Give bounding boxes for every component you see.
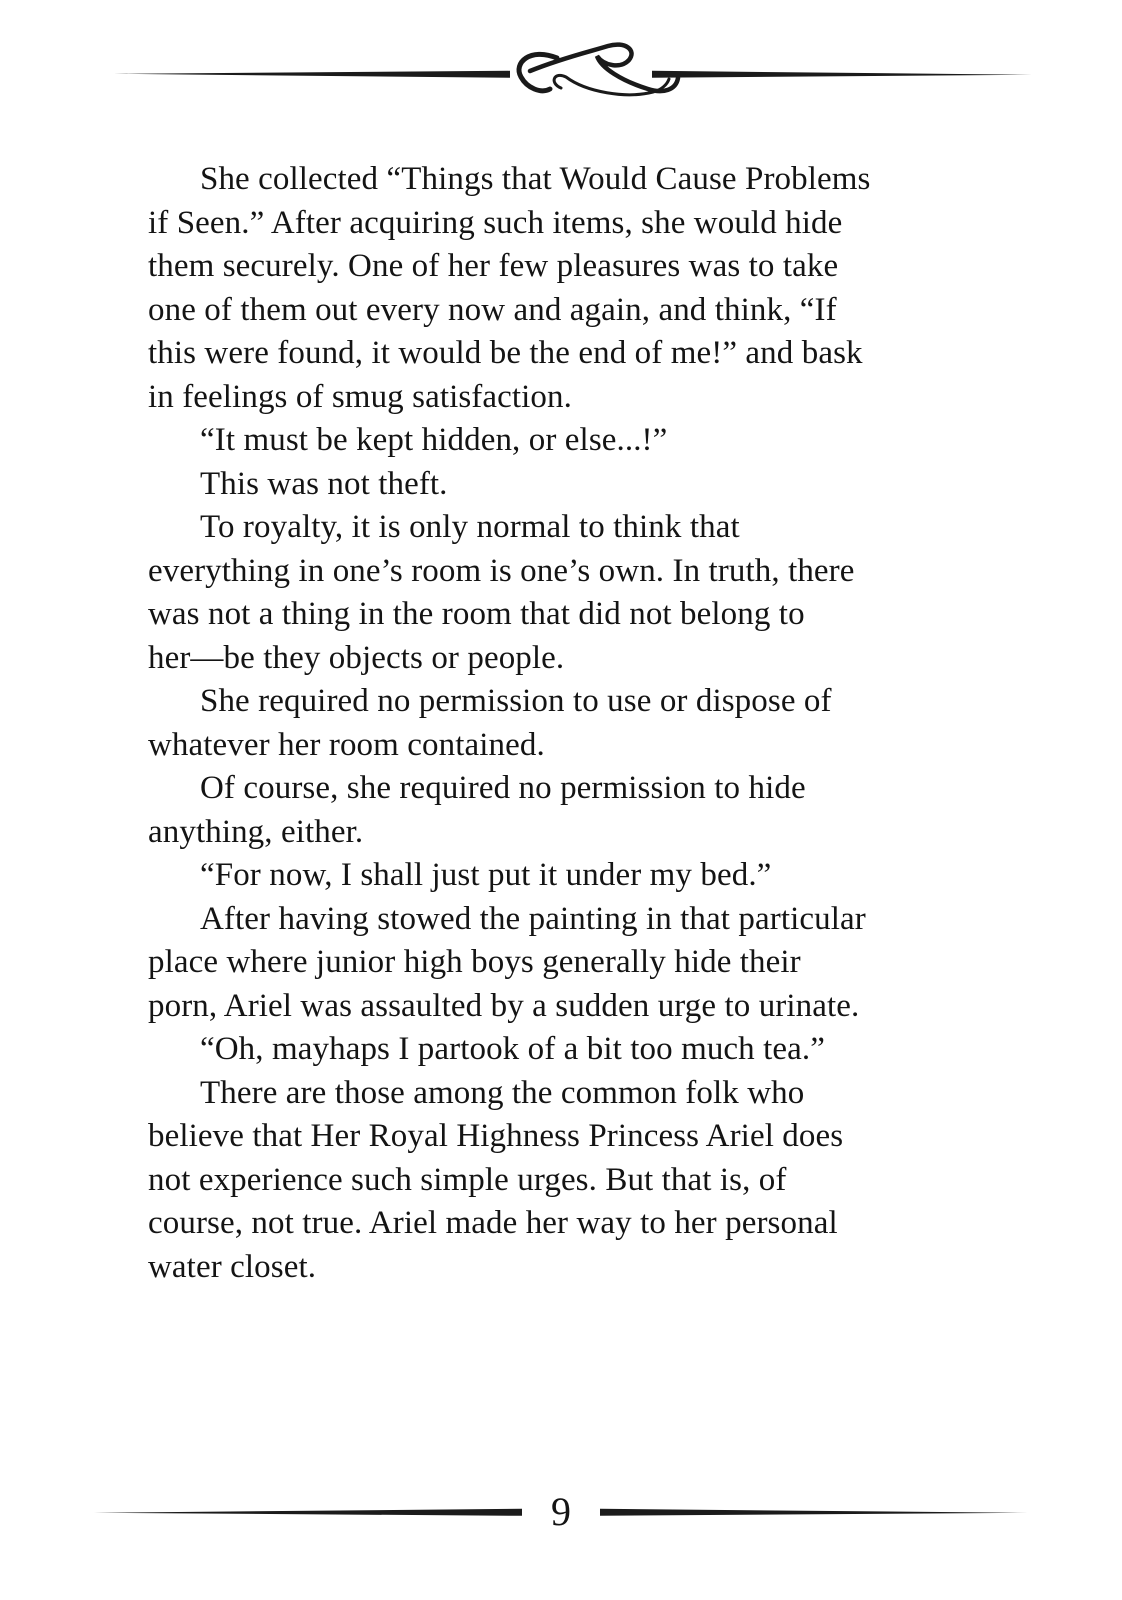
header-divider xyxy=(0,0,1122,140)
text-line: water closet. xyxy=(148,1248,317,1285)
text-line: “It must be kept hidden, or else...!” xyxy=(200,422,668,458)
text-line: whatever her room contained. xyxy=(148,726,545,763)
text-line: everything in one’s room is one’s own. In truth, there xyxy=(148,552,855,589)
text-line: not experience such simple urges. But that is, of xyxy=(148,1161,787,1198)
header-rule-right xyxy=(652,71,1032,78)
text-line: believe that Her Royal Highness Princess Ariel does xyxy=(148,1118,844,1154)
text-line: After having stowed the painting in that particular xyxy=(200,900,866,937)
footer-rule-right xyxy=(600,1506,1028,1518)
text-line: “For now, I shall just put it under my bed.” xyxy=(200,857,772,893)
text-line: was not a thing in the room that did not belong to xyxy=(148,596,805,632)
text-line: “Oh, mayhaps I partook of a bit too much tea.” xyxy=(200,1031,825,1067)
text-line: porn, Ariel was assaulted by a sudden urge to urinate. xyxy=(148,987,860,1024)
text-line: She required no permission to use or dispose of xyxy=(200,683,832,719)
header-rule-left xyxy=(114,71,510,78)
text-line: This was not theft. xyxy=(200,465,448,502)
page-footer xyxy=(0,1486,1122,1538)
text-line: if Seen.” After acquiring such items, she would hide xyxy=(148,204,843,241)
text-line: place where junior high boys generally hide their xyxy=(148,944,801,980)
text-line: Of course, she required no permission to hide xyxy=(200,770,806,806)
text-line: them securely. One of her few pleasures was to take xyxy=(148,248,839,284)
page-number: 9 xyxy=(551,1489,571,1534)
text-line: this were found, it would be the end of me!” and bask xyxy=(148,335,863,371)
text-line: There are those among the common folk who xyxy=(200,1074,805,1111)
text-line: anything, either. xyxy=(148,813,364,850)
text-line: course, not true. Ariel made her way to her personal xyxy=(148,1205,838,1241)
text-line: in feelings of smug satisfaction. xyxy=(148,378,572,415)
text-line: one of them out every now and again, and think, “If xyxy=(148,291,837,328)
page-text xyxy=(148,158,978,1289)
text-line: her—be they objects or people. xyxy=(148,639,565,676)
calligraphic-flourish-icon xyxy=(519,45,678,95)
text-line: To royalty, it is only normal to think that xyxy=(200,509,740,545)
text-line: She collected “Things that Would Cause Problems xyxy=(200,161,871,197)
footer-rule-left xyxy=(94,1506,522,1518)
